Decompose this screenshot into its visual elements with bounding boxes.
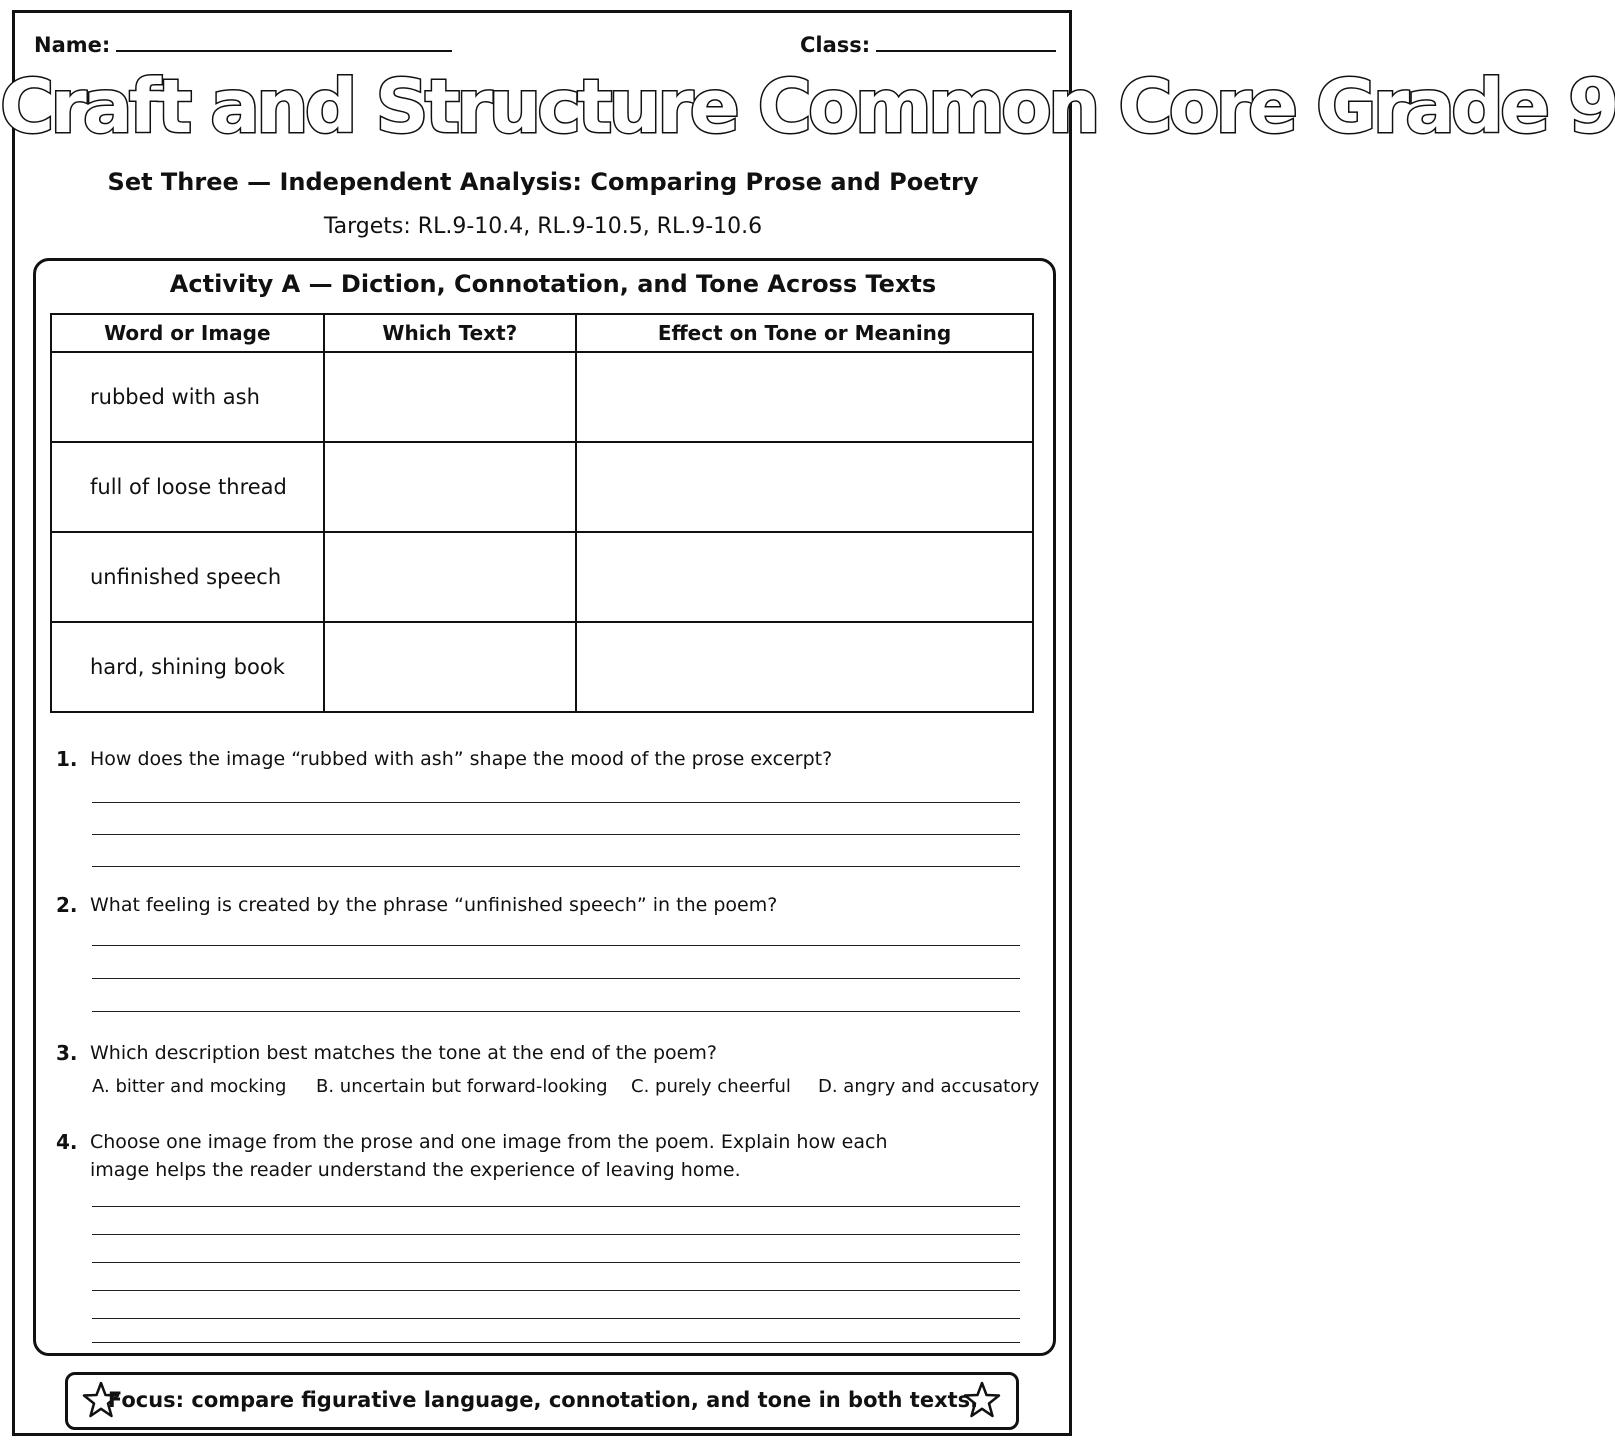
star-icon	[962, 1380, 1002, 1420]
choice-b[interactable]: B. uncertain but forward-looking	[316, 1076, 608, 1097]
column-header: Effect on Tone or Meaning	[576, 314, 1033, 352]
answer-line[interactable]	[92, 1342, 1020, 1343]
table-row	[51, 532, 1033, 622]
name-blank[interactable]	[116, 30, 452, 52]
word-cell: unfinished speech	[51, 532, 324, 622]
column-header: Which Text?	[324, 314, 576, 352]
answer-line[interactable]	[92, 1234, 1020, 1235]
which-text-cell[interactable]	[324, 532, 576, 622]
class-blank[interactable]	[876, 30, 1056, 52]
choice-d[interactable]: D. angry and accusatory	[818, 1076, 1040, 1097]
question-number: 1.	[56, 747, 78, 771]
table-row	[51, 622, 1033, 712]
which-text-cell[interactable]	[324, 442, 576, 532]
choice-a[interactable]: A. bitter and mocking	[92, 1076, 287, 1097]
effect-cell[interactable]	[576, 442, 1033, 532]
question-text: Which description best matches the tone at the end of the poem?	[90, 1042, 717, 1064]
answer-line[interactable]	[92, 978, 1020, 979]
effect-cell[interactable]	[576, 532, 1033, 622]
answer-line[interactable]	[92, 834, 1020, 835]
class-field	[800, 30, 1056, 57]
which-text-cell[interactable]	[324, 352, 576, 442]
which-text-cell[interactable]	[324, 622, 576, 712]
answer-line[interactable]	[92, 1262, 1020, 1263]
column-header: Word or Image	[51, 314, 324, 352]
question-number: 2.	[56, 893, 78, 917]
word-cell: hard, shining book	[51, 622, 324, 712]
answer-line[interactable]	[92, 1011, 1020, 1012]
name-label: Name:	[34, 33, 111, 57]
table-row	[51, 352, 1033, 442]
table-row	[51, 442, 1033, 532]
word-cell: rubbed with ash	[51, 352, 324, 442]
class-label: Class:	[800, 33, 871, 57]
question-number: 4.	[56, 1130, 78, 1154]
question-number: 3.	[56, 1041, 78, 1065]
worksheet-subtitle: Set Three — Independent Analysis: Comparing Prose and Poetry	[107, 168, 979, 196]
answer-line[interactable]	[92, 1206, 1020, 1207]
question-text: Choose one image from the prose and one image from the poem. Explain how each image helps the reader understand the experience of leaving home.	[90, 1131, 888, 1181]
name-field	[34, 30, 452, 57]
answer-line[interactable]	[92, 1290, 1020, 1291]
standards-targets: Targets: RL.9-10.4, RL.9-10.5, RL.9-10.6	[323, 214, 763, 239]
diction-table	[50, 313, 1034, 713]
answer-line[interactable]	[92, 945, 1020, 946]
question-text: What feeling is created by the phrase “unfinished speech” in the poem?	[90, 894, 778, 916]
word-cell: full of loose thread	[51, 442, 324, 532]
focus-text: Focus: compare figurative language, connotation, and tone in both texts.	[107, 1388, 979, 1412]
table-header-row	[51, 314, 1033, 352]
effect-cell[interactable]	[576, 622, 1033, 712]
answer-line[interactable]	[92, 802, 1020, 803]
question-text: How does the image “rubbed with ash” shape the mood of the prose excerpt?	[90, 748, 833, 770]
effect-cell[interactable]	[576, 352, 1033, 442]
worksheet-title: Craft and Structure Common Core Grade 9	[0, 64, 1615, 150]
answer-line[interactable]	[92, 1318, 1020, 1319]
choice-c[interactable]: C. purely cheerful	[631, 1076, 791, 1097]
answer-line[interactable]	[92, 866, 1020, 867]
activity-title: Activity A — Diction, Connotation, and Tone Across Texts	[169, 270, 937, 298]
